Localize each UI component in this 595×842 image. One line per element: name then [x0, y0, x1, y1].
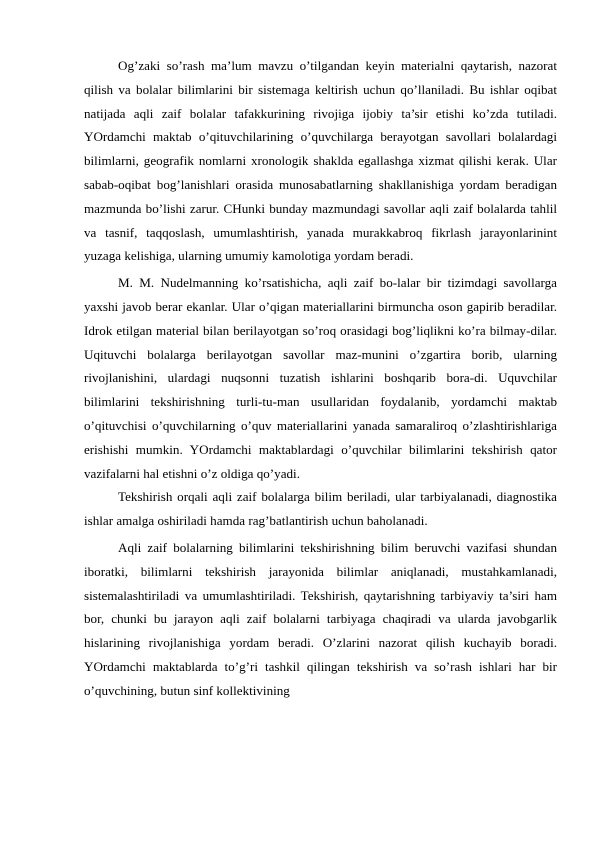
- paragraph-educational-function: Aqli zaif bolalarning bilimlarini tekshirishning bilim beruvchi vazifasi shundan iboratki, bilimlarni tekshirish jarayonida bilimlar aniqlanadi, mustahkamlanadi, sistemalashtiriladi va umumlashtiriladi. Tekshirish, qaytarishning tarbiyaviy ta’siri ham bor, chunki bu jarayon aqli zaif bolalarni tarbiyaga chaqiradi va ularda javobgarlik hislarining rivojlanishiga yordam beradi. O’zlarini nazorat qilish kuchayib boradi. YOrdamchi maktablarda to’g’ri tashkil qilingan tekshirish va so’rash ishlari har bir o’quvchining, butun sinf kollektivining: [84, 539, 557, 698]
- paragraph-oral-questioning: Og’zaki so’rash ma’lum mavzu o’tilgandan keyin materialni qaytarish, nazorat qilish va bolalar bilimlarini bir sistemaga keltirish uchun qo’llaniladi. Bu ishlar oqibat natijada aqli zaif bolalar tafakkurining rivojiga ijobiy ta’sir etishi ko’zda tutiladi. YOrdamchi maktab o’qituvchilarining o’quvchilarga berayotgan savollari bolalardagi bilimlarni, geografik nomlarni xronologik shaklda egallashga xizmat qilishi kerak. Ular sabab-oqibat bog’lanishlari orasida munosabatlarning shakllanishiga yordam beradigan mazmunda bo’lishi zarur. CHunki bunday mazmundagi savollar aqli zaif bolalarda tahlil va tasnif, taqqoslash, umumlashtirish, yanada murakkabroq fikrlash jarayonlarinint yuzaga kelishiga, ularning umumiy kamolotiga yordam beradi.: [84, 58, 557, 264]
- paragraph-nudelman: M. M. Nudelmanning ko’rsatishicha, aqli zaif bo-lalar bir tizimdagi savollarga yaxshi javob berar ekanlar. Ular o’qigan materiallarini birmuncha oson gapirib beradilar. Idrok etilgan material bilan berilayotgan so’roq orasidagi bog’liqlikni ko’ra bilmay-dilar. Uqituvchi bolalarga berilayotgan savollar maz-munini o’zgartira borib, ularning rivojlanishini, ulardagi nuqsonni tuzatish ishlarini boshqarib bora-di. Uquvchilar bilimlarini tekshirishning turli-tu-man usullaridan foydalanib, yordamchi maktab o’qituvchisi o’quvchilarning o’quv materiallarini yanada samaraliroq o’zlashtirishlariga erishishi mumkin. YOrdamchi maktablardagi o’quvchilar bilimlarini tekshirish qator vazifalarni hal etishni o’z oldiga qo’yadi.: [84, 275, 557, 481]
- paragraph-testing-purpose: Tekshirish orqali aqli zaif bolalarga bilim beriladi, ular tarbiyalanadi, diagnostika ishlar amalga oshiriladi hamda rag’batlantirish uchun baholanadi.: [84, 489, 557, 529]
- document-page: [84, 54, 557, 703]
